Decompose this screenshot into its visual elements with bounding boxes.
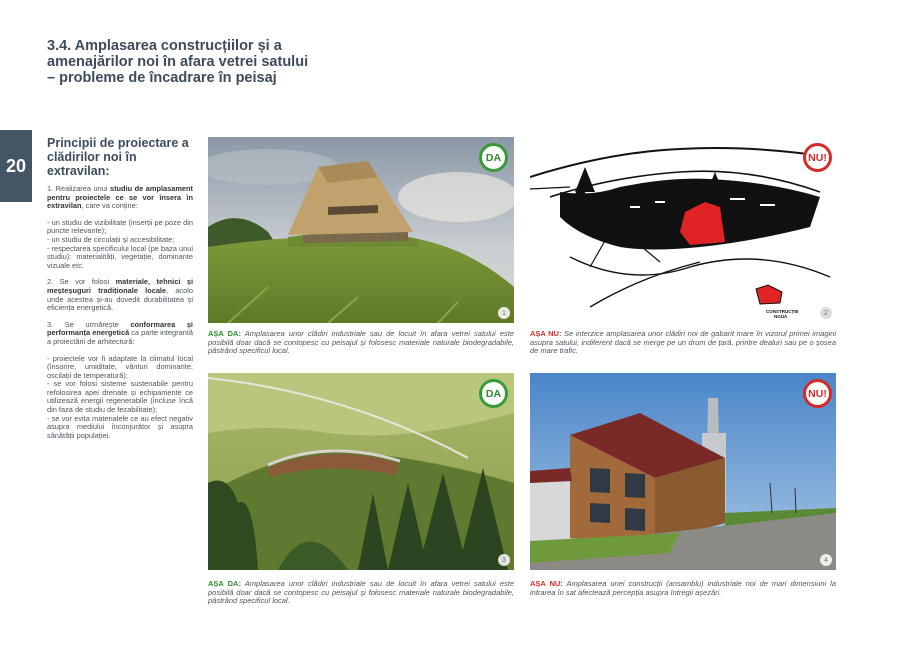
sketch-village	[530, 137, 836, 323]
badge-nu: NU!	[803, 143, 832, 172]
list-item: - respectarea specificului local (pe baza unui studiu): materialități, vegetație, dominante vizuale etc.	[47, 243, 193, 270]
badge-nu: NU!	[803, 379, 832, 408]
list-item: - un studiu de circulații și accesibilitate;	[47, 234, 175, 244]
principle-1: 1. Realizarea unui studiu de amplasament pentru proiectele ce se vor însera în extravilan, care va conține:	[47, 184, 193, 211]
principle-1-items	[47, 219, 193, 271]
principle-2: 2. Se vor folosi materiale, tehnici și meșteșuguri tradiționale locale, acolo unde acestea și-au dovedit durabilitatea și eficiența energetică.	[47, 277, 193, 313]
photo-number: 3	[498, 554, 510, 566]
list-item: - proiectele vor fi adaptate la climatul local (însorire, umiditate, vânturi dominante, oscilații de temperatură);	[47, 353, 193, 380]
badge-da: DA	[479, 379, 508, 408]
list-item: - se vor evita materialele ce au efect negativ asupra mediului înconjurător și asupra sănătății populației.	[47, 413, 193, 440]
sketch-note-line-1: CONSTRUCȚIE	[766, 309, 799, 314]
title-line: amenajărilor noi în afara vetrei satului	[47, 54, 309, 70]
photo-number: 4	[820, 554, 832, 566]
page-title	[47, 38, 367, 86]
page-number-tab: 20	[0, 130, 32, 202]
principle-3-items	[47, 355, 193, 441]
list-item: - se vor folosi sisteme sustenabile pentru refolosirea apei drenate și echipamente ce utilizează energii regenerabile (incluse încă din faza de studiu de fezabilitate);	[47, 379, 193, 415]
photo-straw-house	[208, 137, 514, 323]
section-heading: Principii de proiectare a clădirilor noi în extravilan:	[47, 136, 189, 178]
photo-number: 1	[498, 307, 510, 319]
caption-2: AȘA NU: Se interzice amplasarea unor clădiri noi de gabarit mare în vizorul primei imagini asupra satului, indiferent dacă se merge pe un drum de țară, printre dealuri sau pe o șosea de mare trafic.	[530, 329, 836, 356]
caption-3: AȘA DA: Amplasarea unor clădiri industriale sau de locuit în afara vetrei satului este posibilă doar dacă se contopesc cu peisajul și folosesc materiale naturale biodegradabile, păstrând specificul local.	[208, 579, 514, 606]
list-item: - un studiu de vizibilitate (inserții pe poze din puncte relevante);	[47, 217, 193, 236]
title-line: 3.4. Amplasarea construcțiilor și a	[47, 38, 282, 54]
caption-1: AȘA DA: Amplasarea unor clădiri industriale sau de locuit în afara vetrei satului este posibilă doar dacă se contopesc cu peisajul și folosesc materiale naturale biodegradabile, păstrând specificul local.	[208, 329, 514, 356]
principles-text	[47, 185, 193, 448]
caption-4: AȘA NU: Amplasarea unei construcții (ansamblu) industriale noi de mari dimensiuni la intrarea în sat afectează percepția asupra întregii așezări.	[530, 579, 836, 597]
photo-industrial-building	[530, 373, 836, 570]
photo-hillside-building	[208, 373, 514, 570]
title-line: – probleme de încadrare în peisaj	[47, 70, 277, 86]
sketch-note-line-2: NOUĂ	[774, 314, 788, 319]
badge-da: DA	[479, 143, 508, 172]
principle-3: 3. Se urmărește conformarea și performanța energetică ca parte integrantă a proiectării de arhitectură:	[47, 319, 193, 346]
photo-number: 2	[820, 307, 832, 319]
